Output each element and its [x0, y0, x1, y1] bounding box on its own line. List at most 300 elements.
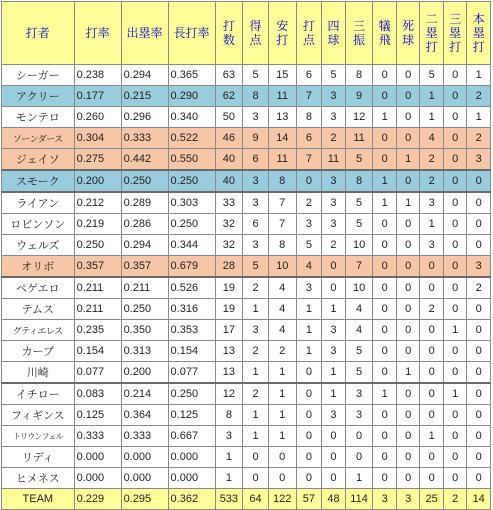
stat-r: 3	[243, 320, 269, 341]
stat-r: 3	[243, 170, 269, 192]
stat-hr: 2	[467, 128, 491, 149]
stat-rbi: 0	[296, 426, 322, 447]
total-slg: 0.362	[168, 489, 215, 510]
stat-hr: 3	[467, 149, 491, 171]
stat-hr: 0	[467, 405, 491, 426]
stat-hr: 0	[467, 362, 491, 384]
stat-hbp: 1	[396, 362, 419, 384]
stat-h: 4	[268, 320, 296, 341]
stat-slg: 0.303	[168, 192, 215, 214]
player-row	[2, 341, 491, 362]
stat-d: 0	[420, 341, 443, 362]
header-obp	[121, 2, 168, 65]
stat-d: 0	[420, 320, 443, 341]
stat-bb: 0	[322, 468, 345, 489]
stat-sh: 1	[373, 107, 396, 128]
stat-sh: 0	[373, 320, 396, 341]
stat-hbp: 1	[396, 149, 419, 171]
header-label: 得点	[249, 19, 262, 47]
header-label: 四球	[327, 19, 340, 47]
stat-t: 1	[443, 320, 466, 341]
stat-so: 5	[345, 341, 373, 362]
stat-so: 5	[345, 149, 373, 171]
stat-h: 2	[268, 341, 296, 362]
stat-hr: 1	[467, 65, 491, 86]
stat-h: 1	[268, 426, 296, 447]
table-body	[2, 65, 491, 489]
stat-t: 0	[443, 426, 466, 447]
stat-rbi: 0	[296, 383, 322, 405]
stat-h: 15	[268, 65, 296, 86]
stat-hr: 0	[467, 299, 491, 320]
stat-t: 0	[443, 65, 466, 86]
stat-ab: 32	[215, 214, 243, 235]
player-row	[2, 256, 491, 278]
total-hbp: 3	[396, 489, 419, 510]
stat-d: 0	[420, 405, 443, 426]
stat-h: 7	[268, 192, 296, 214]
stat-ab: 40	[215, 170, 243, 192]
stat-ab: 50	[215, 107, 243, 128]
stat-ab: 19	[215, 277, 243, 299]
player-name: ソーンダース	[2, 128, 75, 149]
stat-obp: 0.333	[121, 128, 168, 149]
stat-so: 9	[345, 86, 373, 107]
stat-slg: 0.000	[168, 447, 215, 468]
stat-bb: 3	[322, 86, 345, 107]
stat-rbi: 0	[296, 405, 322, 426]
player-name: シーガー	[2, 65, 75, 86]
stat-bb: 0	[322, 277, 345, 299]
stat-avg: 0.083	[74, 383, 121, 405]
stat-rbi: 1	[296, 320, 322, 341]
stat-obp: 0.294	[121, 65, 168, 86]
stat-obp: 0.286	[121, 214, 168, 235]
stat-t: 0	[443, 192, 466, 214]
stat-obp: 0.294	[121, 235, 168, 256]
team-total-row	[2, 489, 491, 510]
stat-t: 0	[443, 149, 466, 171]
total-obp: 0.295	[121, 489, 168, 510]
player-row	[2, 426, 491, 447]
header-h	[268, 2, 296, 65]
stat-d: 3	[420, 192, 443, 214]
total-bb: 48	[322, 489, 345, 510]
stat-r: 5	[243, 65, 269, 86]
stat-h: 10	[268, 256, 296, 278]
stat-slg: 0.353	[168, 320, 215, 341]
stat-d: 0	[420, 277, 443, 299]
header-hr	[467, 2, 491, 65]
stat-hbp: 0	[396, 447, 419, 468]
stat-sh: 1	[373, 383, 396, 405]
header-label: 打率	[85, 26, 110, 40]
stat-sh: 0	[373, 277, 396, 299]
stat-t: 0	[443, 170, 466, 192]
stat-hr: 0	[467, 235, 491, 256]
player-name: ロビンソン	[2, 214, 75, 235]
stat-hbp: 0	[396, 256, 419, 278]
player-name: アクリー	[2, 86, 75, 107]
stat-obp: 0.442	[121, 149, 168, 171]
header-name	[2, 2, 75, 65]
stat-hbp: 0	[396, 170, 419, 192]
header-label: 長打率	[173, 26, 210, 40]
stat-ab: 17	[215, 320, 243, 341]
stat-hr: 0	[467, 447, 491, 468]
header-sh	[373, 2, 396, 65]
stat-r: 0	[243, 447, 269, 468]
header-label: 二塁打	[425, 12, 438, 54]
stat-rbi: 7	[296, 86, 322, 107]
stat-hbp: 0	[396, 86, 419, 107]
stat-hr: 0	[467, 320, 491, 341]
player-name: オリボ	[2, 256, 75, 278]
stat-hr: 2	[467, 277, 491, 299]
stat-hbp: 0	[396, 320, 419, 341]
stat-avg: 0.211	[74, 299, 121, 320]
stat-slg: 0.522	[168, 128, 215, 149]
stat-h: 8	[268, 235, 296, 256]
stat-d: 2	[420, 149, 443, 171]
player-name: テムス	[2, 299, 75, 320]
stat-d: 1	[420, 426, 443, 447]
stat-ab: 3	[215, 426, 243, 447]
player-name: トリウンフェル	[2, 426, 75, 447]
player-row	[2, 170, 491, 192]
stat-hbp: 0	[396, 235, 419, 256]
player-name: 川崎	[2, 362, 75, 384]
stat-bb: 3	[322, 192, 345, 214]
stat-sh: 0	[373, 362, 396, 384]
stat-bb: 3	[322, 170, 345, 192]
header-so	[345, 2, 373, 65]
stat-bb: 0	[322, 447, 345, 468]
stat-so: 0	[345, 426, 373, 447]
stat-hr: 3	[467, 256, 491, 278]
header-slg	[168, 2, 215, 65]
stat-bb: 5	[322, 65, 345, 86]
stat-slg: 0.667	[168, 426, 215, 447]
stat-hbp: 0	[396, 299, 419, 320]
stat-r: 6	[243, 214, 269, 235]
stat-so: 5	[345, 214, 373, 235]
stat-h: 1	[268, 383, 296, 405]
stat-obp: 0.313	[121, 341, 168, 362]
stat-slg: 0.000	[168, 468, 215, 489]
stat-sh: 0	[373, 65, 396, 86]
stat-sh: 0	[373, 299, 396, 320]
stat-rbi: 1	[296, 299, 322, 320]
batting-stats-table	[1, 1, 491, 510]
stat-h: 1	[268, 362, 296, 384]
stat-hbp: 0	[396, 277, 419, 299]
stat-hbp: 1	[396, 192, 419, 214]
stat-t: 0	[443, 405, 466, 426]
stat-t: 0	[443, 235, 466, 256]
stat-slg: 0.290	[168, 86, 215, 107]
stat-avg: 0.211	[74, 277, 121, 299]
stat-r: 8	[243, 86, 269, 107]
header-label: 安打	[276, 19, 289, 47]
stat-obp: 0.215	[121, 86, 168, 107]
header-rbi	[296, 2, 322, 65]
stat-hbp: 0	[396, 426, 419, 447]
stat-d: 5	[420, 65, 443, 86]
stat-bb: 2	[322, 235, 345, 256]
stat-r: 1	[243, 405, 269, 426]
stat-hbp: 0	[396, 107, 419, 128]
stat-slg: 0.250	[168, 214, 215, 235]
stat-rbi: 0	[296, 170, 322, 192]
player-name: ペゲエロ	[2, 277, 75, 299]
stat-ab: 33	[215, 192, 243, 214]
player-row	[2, 86, 491, 107]
total-d: 25	[420, 489, 443, 510]
stat-hr: 2	[467, 86, 491, 107]
stat-rbi: 3	[296, 214, 322, 235]
total-so: 114	[345, 489, 373, 510]
stat-obp: 0.000	[121, 447, 168, 468]
stat-t: 0	[443, 362, 466, 384]
total-r: 64	[243, 489, 269, 510]
header-hbp	[396, 2, 419, 65]
stat-so: 11	[345, 128, 373, 149]
stat-rbi: 2	[296, 192, 322, 214]
stat-sh: 0	[373, 447, 396, 468]
stat-h: 14	[268, 128, 296, 149]
player-name: スモーク	[2, 170, 75, 192]
stat-obp: 0.350	[121, 320, 168, 341]
stat-avg: 0.275	[74, 149, 121, 171]
stat-rbi: 6	[296, 65, 322, 86]
stat-avg: 0.177	[74, 86, 121, 107]
player-row	[2, 299, 491, 320]
stat-avg: 0.260	[74, 107, 121, 128]
stat-so: 7	[345, 256, 373, 278]
header-t	[443, 2, 466, 65]
stat-hr: 0	[467, 192, 491, 214]
player-row	[2, 235, 491, 256]
player-row	[2, 320, 491, 341]
stat-so: 3	[345, 405, 373, 426]
player-row	[2, 405, 491, 426]
stat-h: 11	[268, 86, 296, 107]
stat-bb: 3	[322, 405, 345, 426]
stat-ab: 12	[215, 383, 243, 405]
header-label: 打点	[302, 19, 315, 47]
player-row	[2, 128, 491, 149]
stat-t: 0	[443, 447, 466, 468]
stat-ab: 40	[215, 149, 243, 171]
player-name: カーブ	[2, 341, 75, 362]
stat-slg: 0.154	[168, 341, 215, 362]
stat-avg: 0.304	[74, 128, 121, 149]
stat-slg: 0.550	[168, 149, 215, 171]
stat-r: 3	[243, 235, 269, 256]
stat-r: 1	[243, 299, 269, 320]
stat-obp: 0.211	[121, 277, 168, 299]
total-ab: 533	[215, 489, 243, 510]
stat-slg: 0.340	[168, 107, 215, 128]
stat-d: 0	[420, 362, 443, 384]
total-avg: 0.229	[74, 489, 121, 510]
player-name: グティエレス	[2, 320, 75, 341]
stat-ab: 32	[215, 235, 243, 256]
stat-avg: 0.238	[74, 65, 121, 86]
stat-r: 1	[243, 426, 269, 447]
stat-ab: 46	[215, 128, 243, 149]
stat-hr: 0	[467, 214, 491, 235]
stat-hbp: 0	[396, 128, 419, 149]
stat-d: 1	[420, 214, 443, 235]
stat-sh: 0	[373, 128, 396, 149]
player-name: ウェルズ	[2, 235, 75, 256]
stat-d: 1	[420, 86, 443, 107]
player-name: ヒメネス	[2, 468, 75, 489]
stat-obp: 0.296	[121, 107, 168, 128]
stat-hr: 0	[467, 383, 491, 405]
player-name: ライアン	[2, 192, 75, 214]
stat-rbi: 1	[296, 341, 322, 362]
stat-hr: 0	[467, 170, 491, 192]
stat-obp: 0.357	[121, 256, 168, 278]
stat-t: 0	[443, 214, 466, 235]
header-avg	[74, 2, 121, 65]
stat-slg: 0.250	[168, 383, 215, 405]
player-name: ジェイソ	[2, 149, 75, 171]
stat-bb: 3	[322, 341, 345, 362]
player-name: フィギンス	[2, 405, 75, 426]
stat-hbp: 0	[396, 341, 419, 362]
stat-so: 5	[345, 192, 373, 214]
player-row	[2, 149, 491, 171]
total-sh: 3	[373, 489, 396, 510]
header-label: 死球	[402, 19, 415, 47]
player-row	[2, 214, 491, 235]
player-row	[2, 192, 491, 214]
stat-slg: 0.316	[168, 299, 215, 320]
stat-h: 13	[268, 107, 296, 128]
stat-t: 0	[443, 107, 466, 128]
player-row	[2, 107, 491, 128]
stat-sh: 0	[373, 235, 396, 256]
stat-h: 0	[268, 468, 296, 489]
stat-so: 5	[345, 362, 373, 384]
stat-hr: 0	[467, 468, 491, 489]
stat-avg: 0.000	[74, 447, 121, 468]
stat-t: 1	[443, 383, 466, 405]
stat-slg: 0.365	[168, 65, 215, 86]
stat-rbi: 3	[296, 277, 322, 299]
stat-hbp: 0	[396, 214, 419, 235]
stat-h: 1	[268, 405, 296, 426]
stat-avg: 0.212	[74, 192, 121, 214]
stat-r: 2	[243, 341, 269, 362]
stat-rbi: 4	[296, 256, 322, 278]
stat-ab: 13	[215, 362, 243, 384]
stat-obp: 0.214	[121, 383, 168, 405]
stat-sh: 0	[373, 426, 396, 447]
stat-avg: 0.235	[74, 320, 121, 341]
stat-avg: 0.077	[74, 362, 121, 384]
stat-h: 7	[268, 214, 296, 235]
stat-r: 1	[243, 362, 269, 384]
stat-avg: 0.154	[74, 341, 121, 362]
stat-d: 2	[420, 170, 443, 192]
stat-slg: 0.344	[168, 235, 215, 256]
stat-avg: 0.250	[74, 235, 121, 256]
stat-ab: 28	[215, 256, 243, 278]
header-label: 出塁率	[126, 26, 163, 40]
stat-t: 0	[443, 86, 466, 107]
header-label: 三振	[353, 19, 366, 47]
stat-rbi: 6	[296, 128, 322, 149]
stat-d: 2	[420, 299, 443, 320]
stat-h: 8	[268, 170, 296, 192]
stat-so: 1	[345, 468, 373, 489]
stat-hr: 1	[467, 107, 491, 128]
stat-so: 8	[345, 65, 373, 86]
stat-t: 0	[443, 468, 466, 489]
stat-so: 0	[345, 447, 373, 468]
stat-rbi: 0	[296, 468, 322, 489]
player-row	[2, 277, 491, 299]
team-label: TEAM	[2, 489, 75, 510]
stat-r: 5	[243, 256, 269, 278]
stat-sh: 0	[373, 468, 396, 489]
stat-slg: 0.125	[168, 405, 215, 426]
player-name: イチロー	[2, 383, 75, 405]
stat-sh: 0	[373, 149, 396, 171]
stat-obp: 0.000	[121, 468, 168, 489]
stat-so: 4	[345, 299, 373, 320]
stat-ab: 63	[215, 65, 243, 86]
header-ab	[215, 2, 243, 65]
header-label: 本塁打	[472, 12, 485, 54]
stat-h: 4	[268, 277, 296, 299]
total-h: 122	[268, 489, 296, 510]
header-d	[420, 2, 443, 65]
stat-sh: 0	[373, 214, 396, 235]
stat-r: 9	[243, 128, 269, 149]
stat-obp: 0.364	[121, 405, 168, 426]
stat-d: 3	[420, 235, 443, 256]
player-row	[2, 362, 491, 384]
stat-ab: 13	[215, 341, 243, 362]
stat-bb: 0	[322, 426, 345, 447]
stat-avg: 0.357	[74, 256, 121, 278]
player-row	[2, 468, 491, 489]
stat-h: 0	[268, 447, 296, 468]
header-row	[2, 2, 491, 65]
stat-sh: 1	[373, 170, 396, 192]
stat-hr: 0	[467, 341, 491, 362]
header-label: 犠飛	[378, 19, 391, 47]
stat-avg: 0.125	[74, 405, 121, 426]
stat-bb: 2	[322, 128, 345, 149]
header-bb	[322, 2, 345, 65]
stat-slg: 0.250	[168, 170, 215, 192]
stat-t: 0	[443, 299, 466, 320]
stat-hbp: 0	[396, 405, 419, 426]
stat-rbi: 0	[296, 447, 322, 468]
stat-r: 3	[243, 192, 269, 214]
stat-d: 0	[420, 447, 443, 468]
total-t: 2	[443, 489, 466, 510]
stat-so: 4	[345, 320, 373, 341]
stat-avg: 0.219	[74, 214, 121, 235]
